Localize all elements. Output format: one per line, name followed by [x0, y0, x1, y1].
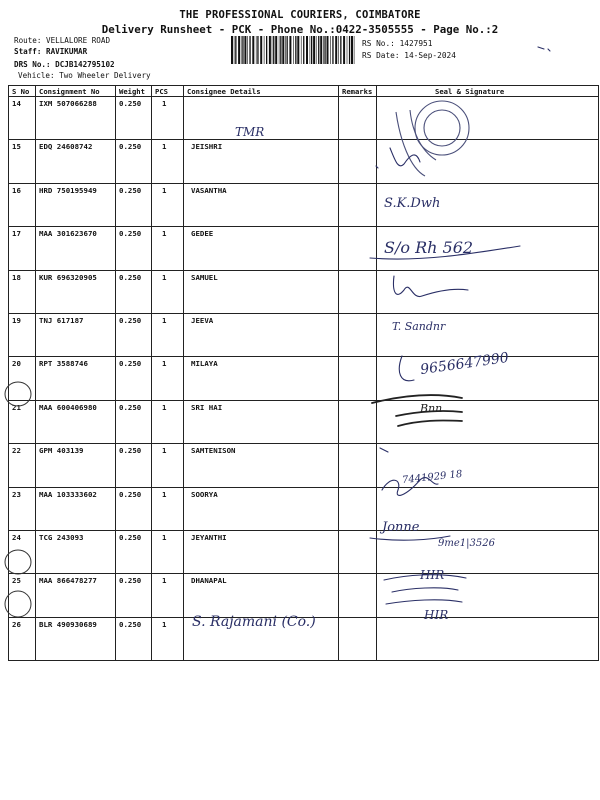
pcs-cell: 1: [152, 487, 184, 530]
consignment-cell: TCG 243093: [36, 530, 116, 573]
weight-cell: 0.250: [116, 270, 152, 313]
col-consignment: Consignment No: [36, 86, 116, 97]
remarks-cell: [339, 270, 377, 313]
consignment-cell: RPT 3588746: [36, 357, 116, 400]
pcs-cell: 1: [152, 313, 184, 356]
row19-handwritten-sig: T. Sandnr: [392, 320, 446, 333]
remarks-cell: [339, 357, 377, 400]
weight-cell: 0.250: [116, 487, 152, 530]
rs-date-label: RS Date:: [362, 51, 400, 60]
row22-handwritten-sig: Bnn: [420, 402, 443, 415]
pcs-cell: 1: [152, 530, 184, 573]
rs-date-value: 14-Sep-2024: [404, 51, 456, 60]
weight-cell: 0.250: [116, 530, 152, 573]
consignee-cell: SOORYA: [184, 487, 339, 530]
remarks-cell: [339, 313, 377, 356]
pcs-cell: 1: [152, 400, 184, 443]
vehicle-value: Two Wheeler Delivery: [59, 71, 151, 80]
weight-cell: 0.250: [116, 313, 152, 356]
pcs-cell: 1: [152, 183, 184, 226]
sno-cell: 17: [9, 227, 36, 270]
weight-cell: 0.250: [116, 227, 152, 270]
weight-cell: 0.250: [116, 357, 152, 400]
drs-line: [14, 60, 115, 70]
consignee-cell: SAMTENISON: [184, 444, 339, 487]
remarks-cell: [339, 227, 377, 270]
table-row: [9, 313, 599, 356]
staff-label: Staff:: [14, 47, 42, 56]
remarks-cell: [339, 140, 377, 183]
consignment-cell: MAA 301623670: [36, 227, 116, 270]
table-row: [9, 183, 599, 226]
runsheet-title: Delivery Runsheet - PCK - Phone No.:0422-3505555 - Page No.:2: [101, 23, 499, 36]
signature-cell: [377, 140, 599, 183]
row23-handwritten-sig: 7441929 18: [401, 468, 463, 487]
consignment-cell: BLR 490930689: [36, 617, 116, 660]
consignment-cell: KUR 696320905: [36, 270, 116, 313]
table-row: [9, 400, 599, 443]
weight-cell: 0.250: [116, 400, 152, 443]
sno-cell: 19: [9, 313, 36, 356]
row14-handwritten-name: TMR: [235, 125, 265, 139]
weight-cell: 0.250: [116, 97, 152, 140]
table-row: [9, 227, 599, 270]
rs-date-line: [362, 51, 456, 60]
table-row: [9, 97, 599, 140]
signature-cell: [377, 270, 599, 313]
rs-number-value: 1427951: [399, 39, 433, 48]
staff-line: [14, 47, 87, 57]
consignee-cell: SRI HAI: [184, 400, 339, 443]
row26-handwritten-name: S. Rajamani (Co.): [192, 614, 316, 630]
signature-cell: [377, 574, 599, 617]
signature-cell: [377, 400, 599, 443]
route-label: Route:: [14, 36, 42, 45]
sno-cell: 23: [9, 487, 36, 530]
row20-handwritten-phone: 9656647990: [419, 349, 510, 379]
table-row: [9, 357, 599, 400]
row16-handwritten-sig: S.K.Dwh: [384, 196, 441, 211]
vehicle-label: Vehicle:: [18, 71, 55, 80]
sno-cell: 18: [9, 270, 36, 313]
weight-cell: 0.250: [116, 574, 152, 617]
sno-cell: 16: [9, 183, 36, 226]
consignment-cell: HRD 750195949: [36, 183, 116, 226]
consignee-cell: JEISHRI: [184, 140, 339, 183]
row25-handwritten-sig: HIR: [420, 568, 445, 582]
sno-cell: 25: [9, 574, 36, 617]
route-value: VELLALORE ROAD: [46, 36, 111, 45]
table-row: [9, 140, 599, 183]
col-sno: S No: [9, 86, 36, 97]
sno-cell: 26: [9, 617, 36, 660]
consignment-cell: EDQ 24608742: [36, 140, 116, 183]
consignee-cell: GEDEE: [184, 227, 339, 270]
consignment-cell: MAA 103333602: [36, 487, 116, 530]
pcs-cell: 1: [152, 444, 184, 487]
pcs-cell: 1: [152, 357, 184, 400]
vehicle-line: [18, 71, 151, 81]
sno-cell: 21: [9, 400, 36, 443]
drs-label: DRS No.:: [14, 60, 51, 69]
consignee-cell: MILAYA: [184, 357, 339, 400]
remarks-cell: [339, 617, 377, 660]
consignee-cell: VASANTHA: [184, 183, 339, 226]
drs-barcode: [230, 36, 356, 64]
pcs-cell: 1: [152, 617, 184, 660]
weight-cell: 0.250: [116, 617, 152, 660]
sno-cell: 24: [9, 530, 36, 573]
row24-handwritten-number: 9me1|3526: [438, 538, 495, 549]
route-line: [14, 36, 110, 46]
row17-handwritten-sig: S/o Rh 562: [384, 238, 474, 257]
consignee-cell: JEEVA: [184, 313, 339, 356]
signature-cell: [377, 617, 599, 660]
rs-number-line: [362, 39, 432, 48]
table-row: [9, 444, 599, 487]
pcs-cell: 1: [152, 227, 184, 270]
consignment-cell: MAA 600406980: [36, 400, 116, 443]
remarks-cell: [339, 444, 377, 487]
table-row: [9, 530, 599, 573]
col-pcs: PCS: [152, 86, 184, 97]
pcs-cell: 1: [152, 270, 184, 313]
consignment-cell: TNJ 617187: [36, 313, 116, 356]
col-weight: Weight: [116, 86, 152, 97]
remarks-cell: [339, 400, 377, 443]
rs-number-label: RS No.:: [362, 39, 395, 48]
weight-cell: 0.250: [116, 140, 152, 183]
row24-handwritten-sig: Jonne: [382, 520, 420, 535]
consignee-cell: JEYANTHI: [184, 530, 339, 573]
weight-cell: 0.250: [116, 444, 152, 487]
pcs-cell: 1: [152, 574, 184, 617]
remarks-cell: [339, 530, 377, 573]
remarks-cell: [339, 487, 377, 530]
table-row: [9, 487, 599, 530]
row26-handwritten-sig: HIR: [424, 608, 449, 622]
sno-cell: 20: [9, 357, 36, 400]
sno-cell: 22: [9, 444, 36, 487]
consignment-cell: MAA 866478277: [36, 574, 116, 617]
staff-value: RAVIKUMAR: [46, 47, 88, 56]
company-name: THE PROFESSIONAL COURIERS, COIMBATORE: [179, 9, 421, 21]
consignee-cell: SAMUEL: [184, 270, 339, 313]
sno-cell: 14: [9, 97, 36, 140]
weight-cell: 0.250: [116, 183, 152, 226]
remarks-cell: [339, 183, 377, 226]
col-consignee: Consignee Details: [184, 86, 339, 97]
consignee-cell: DHANAPAL: [184, 574, 339, 617]
pcs-cell: 1: [152, 97, 184, 140]
table-row: [9, 270, 599, 313]
col-remarks: Remarks: [339, 86, 377, 97]
consignment-cell: GPM 403139: [36, 444, 116, 487]
pcs-cell: 1: [152, 140, 184, 183]
signature-cell: [377, 530, 599, 573]
consignment-cell: IXM 507066288: [36, 97, 116, 140]
table-row: [9, 574, 599, 617]
sno-cell: 15: [9, 140, 36, 183]
delivery-table: [8, 85, 599, 661]
remarks-cell: [339, 574, 377, 617]
drs-value: DCJB142795102: [55, 60, 115, 69]
table-header-row: [9, 86, 599, 97]
col-signature: Seal & Signature: [377, 86, 599, 97]
remarks-cell: [339, 97, 377, 140]
signature-cell: [377, 97, 599, 140]
